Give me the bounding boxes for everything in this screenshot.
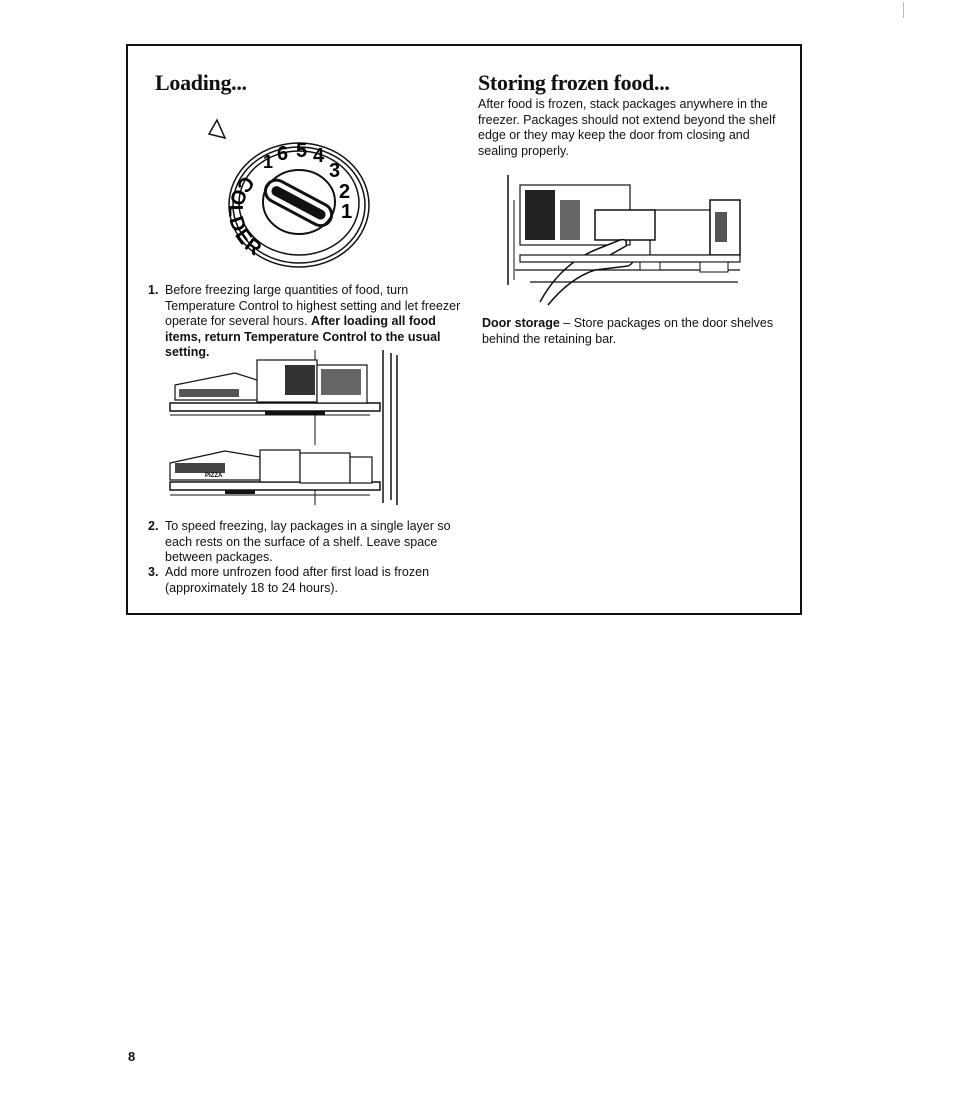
freezer-hand-illustration — [500, 170, 750, 305]
step-number: 3. — [148, 565, 159, 579]
step-text: To speed freezing, lay packages in a single layer so each rests on the surface of a shelf. Leave space between packages. — [165, 519, 451, 564]
step-number: 1. — [148, 283, 159, 297]
freezer-shelves-illustration — [165, 345, 405, 510]
storing-heading: Storing frozen food... — [478, 70, 670, 95]
loading-heading: Loading... — [155, 70, 247, 95]
step-2 — [148, 519, 470, 566]
temperature-dial-illustration — [195, 110, 385, 275]
door-storage-text: – Store packages on the door shelves behind the retaining bar. — [482, 316, 774, 346]
page-edge-rule — [903, 2, 904, 18]
door-storage-paragraph — [482, 316, 782, 347]
dial-pointer-icon — [209, 120, 225, 138]
dial-number: 5 — [296, 140, 308, 162]
dial-number: 1 — [341, 201, 353, 223]
step-number: 2. — [148, 519, 159, 533]
dial-number: 1 — [263, 152, 274, 172]
step-text: Before freezing large quantities of food, turn Temperature Control to highest setting and let freezer operate for several hours. — [165, 283, 461, 328]
page-number: 8 — [128, 1049, 136, 1064]
dial-number: 6 — [277, 143, 289, 165]
dial-number: 2 — [339, 181, 351, 203]
dial-number: 3 — [329, 160, 341, 182]
step-text-bold: After loading all food items, return Temperature Control to the usual setting. — [165, 314, 441, 359]
pizza-box-label: PIZZA — [205, 473, 223, 479]
storing-paragraph: After food is frozen, stack packages anywhere in the freezer. Packages should not extend beyond the shelf edge or they may keep the door from closing and sealing properly. — [478, 97, 776, 158]
dial-colder-label: COLDER — [224, 171, 267, 262]
dial-number: 4 — [313, 145, 325, 167]
step-text: Add more unfrozen food after first load is frozen (approximately 18 to 24 hours). — [165, 565, 430, 595]
step-3 — [148, 565, 455, 596]
door-storage-label: Door storage — [482, 316, 560, 330]
